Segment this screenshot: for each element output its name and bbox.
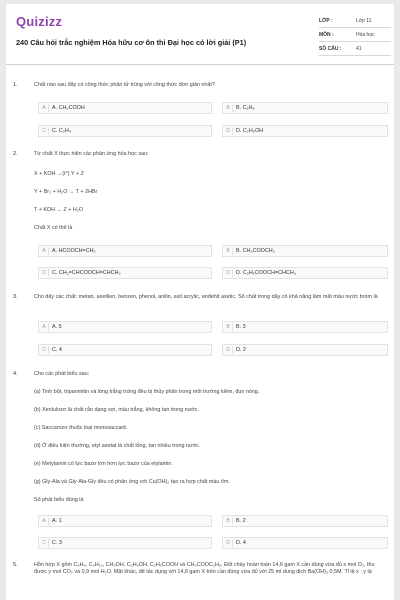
option-letter: D (224, 127, 233, 135)
option-letter: B (224, 104, 233, 112)
option-text: D. C₂H₅OH (236, 128, 264, 134)
option-c[interactable] (38, 344, 212, 356)
question-prompt: Chất X có thể là (34, 225, 73, 231)
option-b[interactable] (222, 515, 388, 527)
option-c[interactable] (38, 125, 212, 137)
option-a[interactable] (38, 245, 212, 257)
option-letter: B (224, 247, 233, 255)
question-number: 3. (13, 294, 18, 300)
option-letter: A (40, 517, 49, 525)
option-letter: A (40, 104, 49, 112)
option-letter: C (40, 269, 49, 277)
statement-line: (g) Gly-Ala và Gly-Ala-Gly đều có phản ứng với Cu(OH)₂ tạo ra hợp chất màu tím. (34, 479, 230, 485)
option-letter: C (40, 539, 49, 547)
option-d[interactable] (222, 267, 388, 279)
meta-value: Hóa học (356, 32, 375, 38)
option-text: D. 2 (236, 347, 246, 353)
option-a[interactable] (38, 102, 212, 114)
option-text: C. 3 (52, 540, 62, 546)
option-letter: D (224, 346, 233, 354)
meta-key: SỐ CÂU : (319, 46, 342, 52)
option-b[interactable] (222, 321, 388, 333)
option-letter: D (224, 539, 233, 547)
option-d[interactable] (222, 344, 388, 356)
worksheet-page (6, 4, 394, 600)
option-text: D. C₂H₅COOCH=CHCH₃ (236, 270, 296, 276)
worksheet-title: 240 Câu hỏi trắc nghiệm Hóa hữu cơ ôn thi Đại học có lời giải (P1) (16, 38, 247, 47)
option-d[interactable] (222, 125, 388, 137)
question-text: Từ chất X thực hiện các phản ứng hóa học sau: (34, 151, 149, 157)
reaction-line: X + KOH →(t°) Y + Z (34, 171, 84, 177)
option-letter: B (224, 323, 233, 331)
option-text: C. 4 (52, 347, 62, 353)
question-text: Cho các phát biểu sau: (34, 371, 90, 377)
option-text: B. CH₃COOCH₃ (236, 248, 275, 254)
question-number: 1. (13, 82, 18, 88)
question-number: 4. (13, 371, 18, 377)
question-text: Chất nào sau đây có công thức phân tử trùng với công thức đơn giản nhất? (34, 82, 215, 88)
option-text: B. C₆H₆ (236, 105, 255, 111)
option-letter: C (40, 127, 49, 135)
meta-table (319, 14, 391, 56)
option-text: A. 1 (52, 518, 62, 524)
option-text: B. 2 (236, 518, 246, 524)
option-text: B. 3 (236, 324, 246, 330)
meta-key: LỚP : (319, 18, 333, 24)
option-letter: D (224, 269, 233, 277)
option-c[interactable] (38, 537, 212, 549)
question-number: 2. (13, 151, 18, 157)
question-text: Hỗn hợp X gồm C₄H₆, C₄H₁₀, CH₃OH, C₂H₅OH, C₂H₅COOH và CH₃COOC₂H₅. Đốt cháy hoàn toàn 14,6 gam X cần dùng vừa đủ x mol O₂, thu được y mol CO₂ và 0,9 mol H₂O. Mặt khác, để tác dụng với 14,6 gam X trên cần dùng vừa đủ với 25 ml dung dịch Ba(OH)₂ 0,5M. Tỉ lệ x : y là (34, 562, 375, 575)
option-a[interactable] (38, 515, 212, 527)
worksheet-header (6, 4, 394, 65)
option-text: A. 5 (52, 324, 62, 330)
statement-line: (c) Saccarozơ thuộc loại monosaccarit. (34, 425, 128, 431)
option-letter: B (224, 517, 233, 525)
statement-line: (a) Tinh bột, tripanmitin và lòng trắng trứng đều bị thủy phân trong môi trường kiềm, đun nóng. (34, 389, 260, 395)
option-letter: A (40, 247, 49, 255)
option-b[interactable] (222, 102, 388, 114)
meta-value: 41 (356, 46, 362, 52)
reaction-line: Y + Br₂ + H₂O → T + 2HBr (34, 189, 98, 195)
statement-line: (b) Xenlulozơ là chất rắn dạng sợi, màu trắng, không tan trong nước. (34, 407, 199, 413)
reaction-line: T + KOH → Z + H₂O (34, 207, 84, 213)
question-text: Cho dãy các chất: metan, axetilen, benzen, phenol, anilin, axit acrylic, anđehit axetic. Số chất trong dãy có khả năng làm mất màu nước brom là (34, 294, 378, 300)
option-text: C. C₂H₄ (52, 128, 71, 134)
option-letter: A (40, 323, 49, 331)
question-number: 5. (13, 562, 18, 568)
quizizz-logo[interactable]: Quizizz (16, 14, 63, 29)
option-b[interactable] (222, 245, 388, 257)
question-prompt: Số phát biểu đúng là (34, 497, 84, 503)
meta-key: MÔN : (319, 32, 334, 38)
meta-row-subject (319, 28, 391, 42)
statement-line: (e) Metylamin có lực bazơ lớn hơn lực bazơ của etylamin. (34, 461, 173, 467)
header-divider (6, 64, 394, 65)
option-letter: C (40, 346, 49, 354)
option-a[interactable] (38, 321, 212, 333)
option-text: A. CH₃COOH (52, 105, 85, 111)
meta-value: Lớp 11 (356, 18, 372, 24)
option-text: D. 4 (236, 540, 246, 546)
statement-line: (d) Ở điều kiện thường, etyl axetat là chất lỏng, tan nhiều trong nước. (34, 443, 201, 449)
option-d[interactable] (222, 537, 388, 549)
option-text: C. CH₂=CHCOOCH=CHCH₃ (52, 270, 121, 276)
option-c[interactable] (38, 267, 212, 279)
meta-row-class (319, 14, 391, 28)
option-text: A. HCOOCH=CH₂ (52, 248, 96, 254)
meta-row-count (319, 42, 391, 56)
